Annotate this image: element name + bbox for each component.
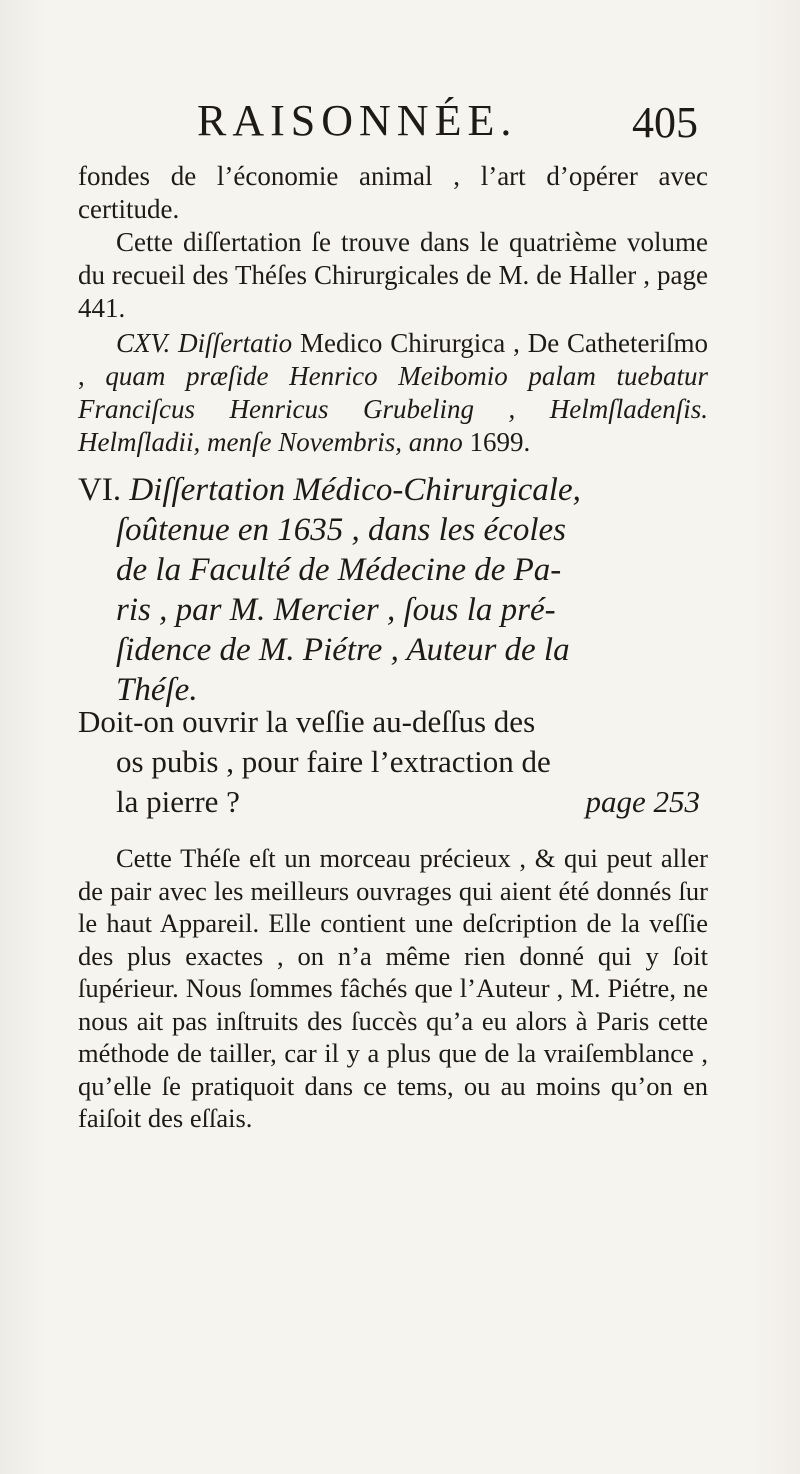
entry-vi-title: Diſſertation Médico-Chirurgicale, bbox=[129, 472, 581, 508]
entry-cxv-text-c: 1699. bbox=[462, 427, 531, 457]
entry-vi bbox=[78, 470, 718, 710]
entry-vi-number: VI. bbox=[78, 472, 122, 508]
question-line-3-text: la pierre ? bbox=[116, 784, 240, 819]
page-number: 405 bbox=[632, 98, 698, 147]
question-line-2: os pubis , pour faire l’extraction de bbox=[116, 744, 551, 779]
paragraph-1: fondes de l’économie animal , l’art d’opérer avec certitude. bbox=[78, 161, 708, 224]
entry-vi-line-5: ſidence de M. Piétre , Auteur de la bbox=[116, 632, 570, 668]
question-line-3 bbox=[78, 782, 718, 822]
question-heading bbox=[78, 702, 718, 822]
entry-cxv-text-b: quam præſide Henrico Meibomio palam tuebatur Franciſcus Henricus Grubeling , Helmſladenſis. Helmſladii, menſe Novembris, anno bbox=[78, 361, 709, 457]
entry-vi-line-3: de la Faculté de Médecine de Pa- bbox=[116, 552, 562, 588]
page-header bbox=[0, 95, 800, 155]
paragraph-4: Cette Théſe eſt un morceau précieux , & qui peut aller de pair avec les meilleurs ouvrages qui aient été donnés ſur le haut Appareil. Elle contient une deſcription de la veſſie des plus exactes , on n’a même rien donné qui y ſoit ſupérieur. Nous ſommes fâchés que l’Auteur , M. Piétre, ne nous ait pas inſtruits des ſuccès qu’a eu alors à Paris cette méthode de tailler, car il y a plus que de la vraiſemblance , qu’elle ſe pratiquoit dans ce tems, ou au moins qu’on en faiſoit des eſſais. bbox=[78, 843, 708, 1133]
entry-vi-line-2: ſoûtenue en 1635 , dans les écoles bbox=[116, 512, 566, 548]
question-page-ref: page 253 bbox=[585, 784, 700, 819]
paragraph-3 bbox=[78, 327, 708, 459]
entry-cxv-text-a: Medico Chirurgica , De Catheteriſmo , bbox=[78, 328, 708, 391]
paragraph-2: Cette diſſertation ſe trouve dans le quatrième volume du recueil des Théſes Chirurgicales de M. de Haller , page 441. bbox=[78, 227, 708, 323]
question-line-1: Doit-on ouvrir la veſſie au-deſſus des bbox=[78, 704, 536, 739]
entry-cxv-title: CXV. Diſſertatio bbox=[116, 328, 293, 358]
entry-vi-line-4: ris , par M. Mercier , ſous la pré- bbox=[116, 592, 556, 628]
entry-vi-line-6: Théſe. bbox=[116, 672, 198, 708]
running-head: RAISONNÉE. bbox=[197, 96, 518, 145]
